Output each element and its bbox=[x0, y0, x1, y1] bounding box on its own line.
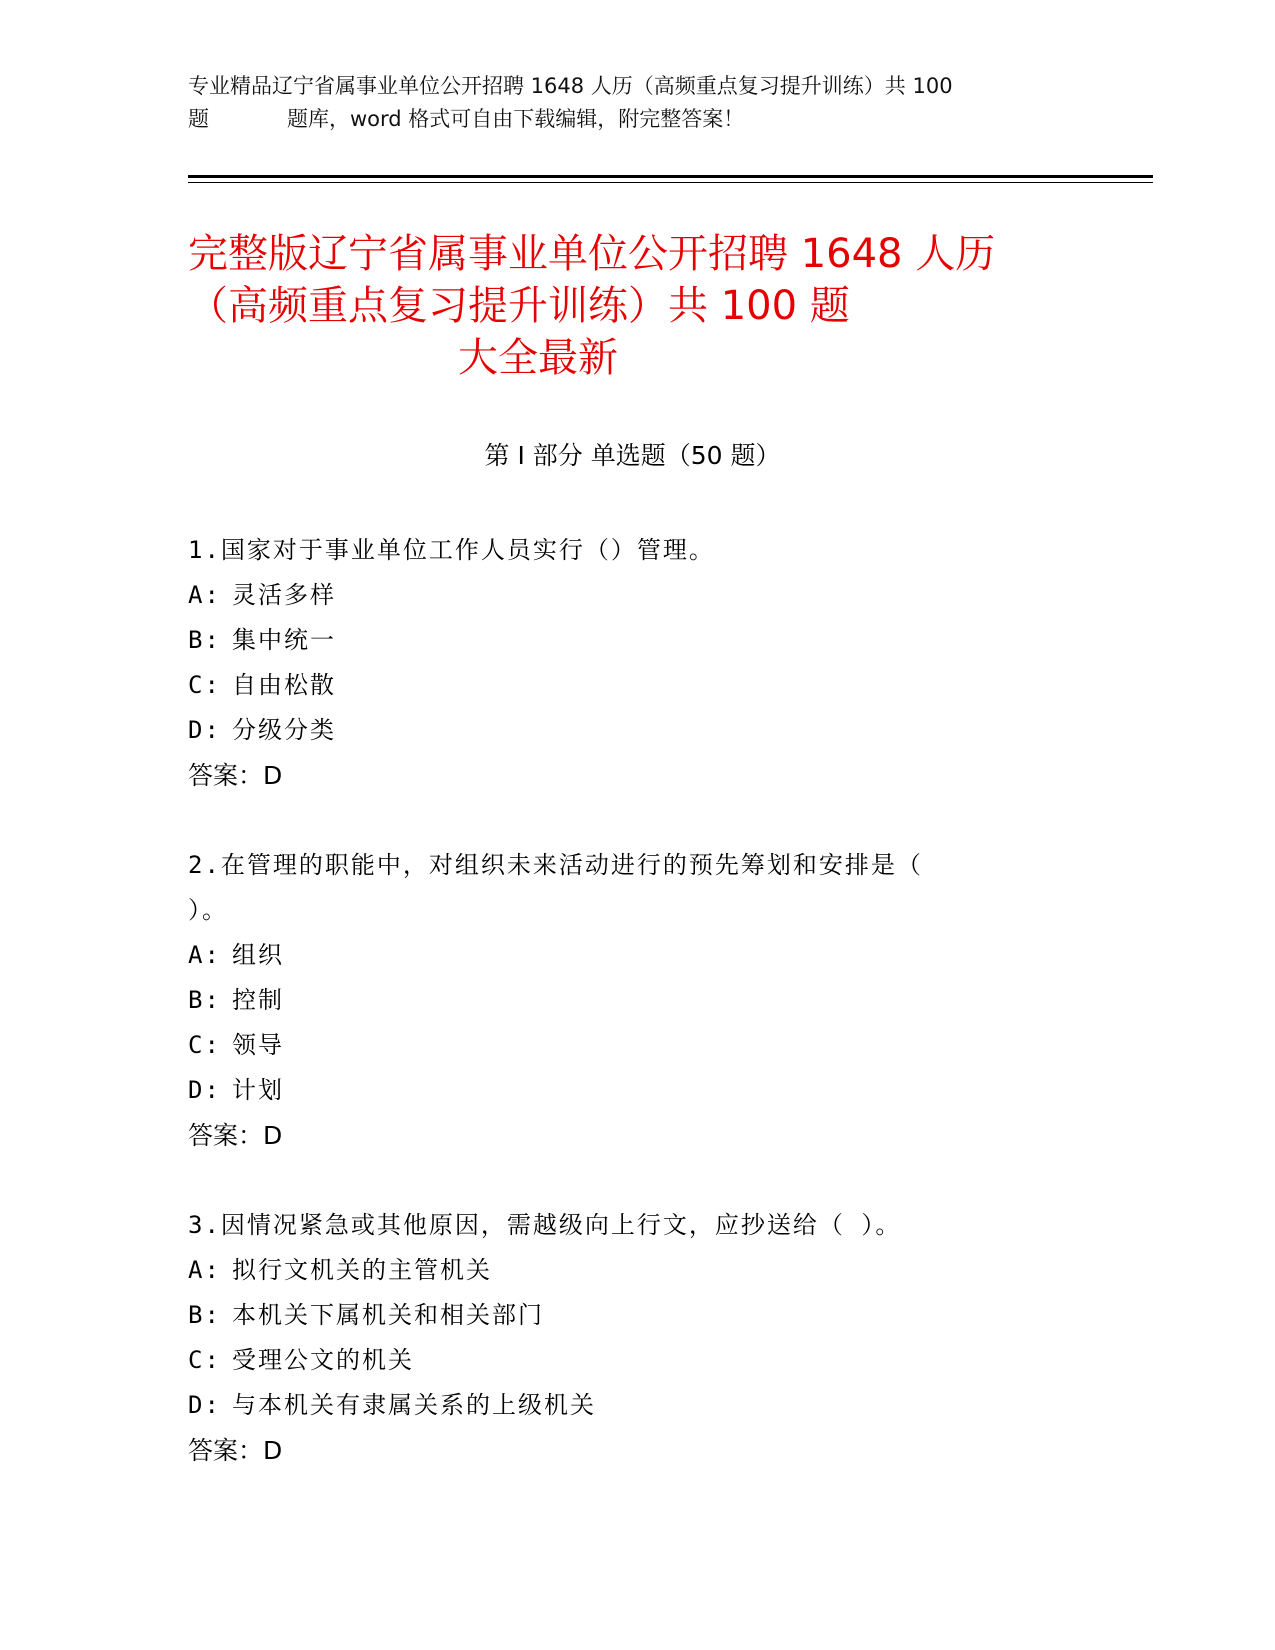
option-text: 自由松散 bbox=[232, 671, 336, 699]
section-heading-text: 第 I 部分 单选题（50 题） bbox=[484, 441, 781, 470]
question-stem: 3.因情况紧急或其他原因，需越级向上行文，应抄送给（ ）。 bbox=[188, 1211, 902, 1239]
header-note-line-2-start: 题 bbox=[188, 107, 209, 131]
question-2 bbox=[188, 843, 1088, 1158]
option-b bbox=[188, 978, 1088, 1023]
answer-label: 答案：D bbox=[188, 761, 283, 790]
answer-label: 答案：D bbox=[188, 1121, 283, 1150]
header-divider-thin bbox=[188, 182, 1153, 183]
option-letter: B: bbox=[188, 1301, 221, 1329]
title-line-3: 大全最新 bbox=[458, 335, 618, 381]
answer-label: 答案：D bbox=[188, 1436, 283, 1465]
question-3 bbox=[188, 1203, 1088, 1473]
option-letter: B: bbox=[188, 986, 221, 1014]
option-text: 分级分类 bbox=[232, 716, 336, 744]
option-letter: D: bbox=[188, 716, 221, 744]
title-line-2: （高频重点复习提升训练）共 100 题 bbox=[188, 283, 850, 329]
option-a bbox=[188, 1248, 1088, 1293]
option-text: 集中统一 bbox=[232, 626, 336, 654]
option-letter: C: bbox=[188, 1346, 221, 1374]
option-letter: D: bbox=[188, 1076, 221, 1104]
option-letter: B: bbox=[188, 626, 221, 654]
option-c bbox=[188, 1023, 1088, 1068]
option-letter: A: bbox=[188, 581, 221, 609]
option-c bbox=[188, 663, 1088, 708]
option-text: 领导 bbox=[232, 1031, 284, 1059]
option-letter: A: bbox=[188, 941, 221, 969]
option-text: 计划 bbox=[232, 1076, 284, 1104]
option-d bbox=[188, 708, 1088, 753]
option-c bbox=[188, 1338, 1088, 1383]
option-a bbox=[188, 573, 1088, 618]
header-note-line-1: 专业精品辽宁省属事业单位公开招聘 1648 人历（高频重点复习提升训练）共 100 bbox=[188, 74, 953, 98]
question-stem-continued: ）。 bbox=[188, 896, 228, 924]
question-stem: 2.在管理的职能中，对组织未来活动进行的预先筹划和安排是（ bbox=[188, 851, 923, 879]
document-title bbox=[188, 228, 1088, 384]
option-text: 组织 bbox=[232, 941, 284, 969]
option-text: 与本机关有隶属关系的上级机关 bbox=[232, 1391, 596, 1419]
option-letter: D: bbox=[188, 1391, 221, 1419]
header-note-line-2-rest: 题库，word 格式可自由下载编辑，附完整答案！ bbox=[287, 107, 745, 131]
question-1 bbox=[188, 528, 1088, 798]
header-divider-thick bbox=[188, 175, 1153, 178]
option-d bbox=[188, 1383, 1088, 1428]
question-list bbox=[188, 528, 1088, 1518]
option-a bbox=[188, 933, 1088, 978]
option-b bbox=[188, 618, 1088, 663]
option-text: 拟行文机关的主管机关 bbox=[232, 1256, 492, 1284]
option-text: 受理公文的机关 bbox=[232, 1346, 414, 1374]
question-stem: 1.国家对于事业单位工作人员实行（）管理。 bbox=[188, 536, 715, 564]
option-text: 控制 bbox=[232, 986, 284, 1014]
option-letter: C: bbox=[188, 671, 221, 699]
option-text: 本机关下属机关和相关部门 bbox=[232, 1301, 544, 1329]
option-text: 灵活多样 bbox=[232, 581, 336, 609]
option-b bbox=[188, 1293, 1088, 1338]
header-note-line-2 bbox=[188, 103, 1088, 136]
section-heading bbox=[0, 440, 1275, 472]
option-letter: A: bbox=[188, 1256, 221, 1284]
title-line-1: 完整版辽宁省属事业单位公开招聘 1648 人历 bbox=[188, 231, 996, 277]
header-note bbox=[188, 70, 1088, 136]
option-d bbox=[188, 1068, 1088, 1113]
option-letter: C: bbox=[188, 1031, 221, 1059]
